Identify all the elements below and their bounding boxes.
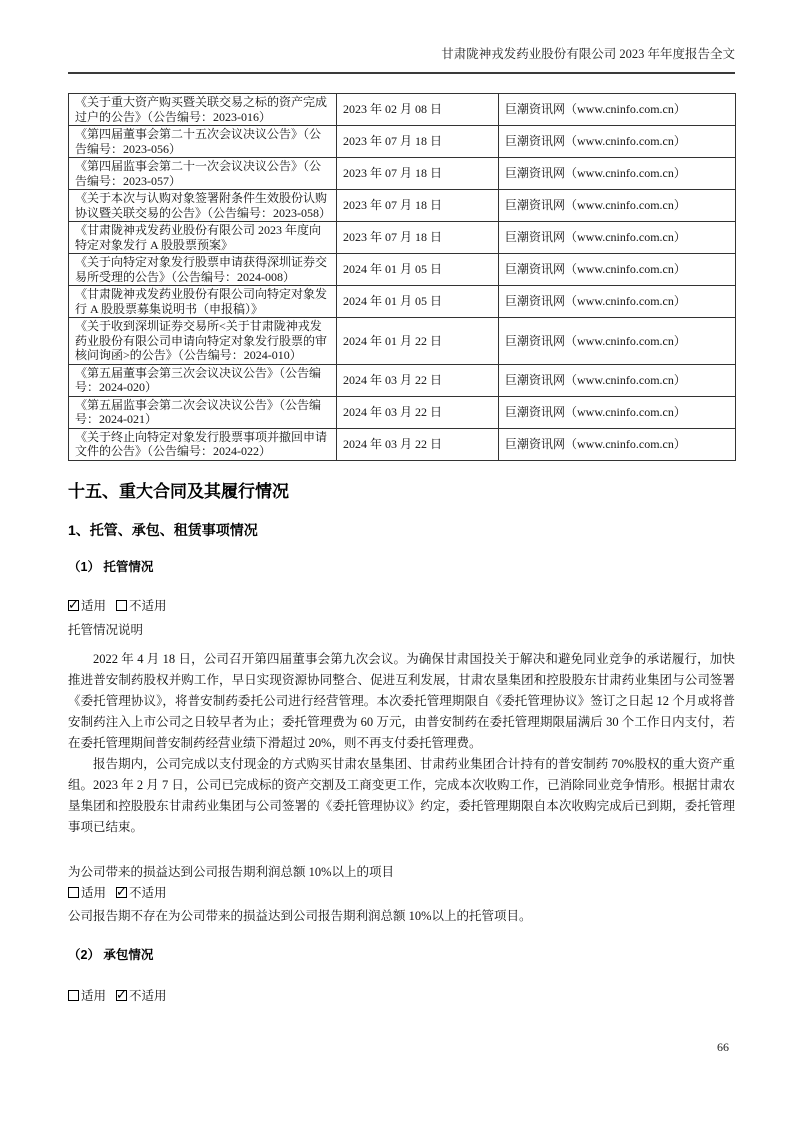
announcement-date: 2023 年 07 月 18 日 (337, 126, 499, 158)
checkbox-checked-icon: ✓ (68, 597, 79, 613)
profit-item-label: 为公司带来的损益达到公司报告期利润总额 10%以上的项目 (68, 864, 395, 879)
applicable-option (68, 599, 106, 613)
announcement-site: 巨潮资讯网（www.cninfo.com.cn） (499, 364, 736, 396)
profit-item-note: 公司报告期不存在为公司带来的损益达到公司报告期利润总额 10%以上的托管项目。 (68, 908, 532, 923)
checkbox-unchecked-icon (116, 600, 127, 611)
announcement-site: 巨潮资讯网（www.cninfo.com.cn） (499, 286, 736, 318)
table-row (69, 94, 736, 126)
announcement-site: 巨潮资讯网（www.cninfo.com.cn） (499, 190, 736, 222)
custody-paragraph-1: 2022 年 4 月 18 日，公司召开第四届董事会第九次会议。为确保甘肃国投关于解决和避免同业竞争的承诺履行，加快推进普安制药股权并购工作，早日实现资源协同整合、促进互利发展，甘肃农垦集团和控股股东甘肃药业集团与公司签署《委托管理协议》，将普安制药委托公司进行经营管理。本次委托管理期限自《委托管理协议》签订之日起 12 个月或将普安制药注入上市公司之日较早者为止；委托管理费为 60 万元，由普安制药在委托管理期限届满后 30 个工作日内支付，若在委托管理期间普安制药经营业绩下滑超过 20%，则不再支付委托管理费。 (68, 651, 735, 750)
custody-applicability-line (68, 598, 735, 615)
announcement-site: 巨潮资讯网（www.cninfo.com.cn） (499, 222, 736, 254)
checkbox-checked-icon: ✓ (116, 987, 127, 1003)
announcement-date: 2024 年 01 月 22 日 (337, 318, 499, 365)
announcement-site: 巨潮资讯网（www.cninfo.com.cn） (499, 318, 736, 365)
table-row (69, 318, 736, 365)
announcement-date: 2024 年 01 月 05 日 (337, 286, 499, 318)
announcement-date: 2024 年 03 月 22 日 (337, 364, 499, 396)
table-row (69, 190, 736, 222)
table-row (69, 126, 736, 158)
not-applicable-option (116, 989, 167, 1003)
announcement-title: 《第五届董事会第三次会议决议公告》（公告编号：2024-020） (69, 364, 337, 396)
custody-note-label: 托管情况说明 (68, 622, 144, 637)
announcement-title: 《关于终止向特定对象发行股票事项并撤回申请文件的公告》（公告编号：2024-022） (69, 428, 337, 460)
not-applicable-label: 不适用 (129, 885, 167, 900)
table-row (69, 428, 736, 460)
announcement-site: 巨潮资讯网（www.cninfo.com.cn） (499, 94, 736, 126)
announcement-title: 《关于向特定对象发行股票申请获得深圳证券交易所受理的公告》（公告编号：2024-008） (69, 254, 337, 286)
announcement-title: 《甘肃陇神戎发药业股份有限公司 2023 年度向特定对象发行 A 股股票预案》 (69, 222, 337, 254)
profit-applicability-line (68, 885, 735, 902)
announcement-title: 《第五届监事会第二次会议决议公告》（公告编号：2024-021） (69, 396, 337, 428)
checkbox-unchecked-icon (68, 887, 79, 898)
announcement-date: 2023 年 07 月 18 日 (337, 158, 499, 190)
applicable-option (68, 886, 106, 900)
announcement-date: 2024 年 03 月 22 日 (337, 396, 499, 428)
page-number: 66 (717, 1040, 729, 1054)
announcement-title: 《第四届监事会第二十一次会议决议公告》（公告编号：2023-057） (69, 158, 337, 190)
table-row (69, 158, 736, 190)
announcement-site: 巨潮资讯网（www.cninfo.com.cn） (499, 158, 736, 190)
announcement-date: 2024 年 01 月 05 日 (337, 254, 499, 286)
applicable-label: 适用 (81, 598, 107, 613)
table-row (69, 222, 736, 254)
subsection-title-custody-contract-lease: 1、托管、承包、租赁事项情况 (68, 521, 258, 538)
applicable-label: 适用 (81, 988, 107, 1003)
announcement-date: 2023 年 07 月 18 日 (337, 222, 499, 254)
announcement-title: 《关于本次与认购对象签署附条件生效股份认购协议暨关联交易的公告》（公告编号：2023-058） (69, 190, 337, 222)
announcement-date: 2023 年 07 月 18 日 (337, 190, 499, 222)
table-row (69, 364, 736, 396)
announcements-table (68, 93, 736, 461)
announcement-title: 《第四届董事会第二十五次会议决议公告》（公告编号：2023-056） (69, 126, 337, 158)
announcement-site: 巨潮资讯网（www.cninfo.com.cn） (499, 254, 736, 286)
not-applicable-label: 不适用 (129, 988, 167, 1003)
checkbox-unchecked-icon (68, 990, 79, 1001)
custody-heading: （1） 托管情况 (68, 559, 154, 574)
doc-header (68, 46, 735, 74)
section-title-major-contracts: 十五、重大合同及其履行情况 (68, 481, 289, 501)
applicable-option (68, 989, 106, 1003)
announcement-title: 《甘肃陇神戎发药业股份有限公司向特定对象发行 A 股股票募集说明书（申报稿）》 (69, 286, 337, 318)
not-applicable-option (116, 599, 167, 613)
announcement-site: 巨潮资讯网（www.cninfo.com.cn） (499, 126, 736, 158)
announcement-title: 《关于收到深圳证券交易所<关于甘肃陇神戎发药业股份有限公司申请向特定对象发行股票的审核问询函>的公告》（公告编号：2024-010） (69, 318, 337, 365)
checkbox-checked-icon: ✓ (116, 884, 127, 900)
table-row (69, 254, 736, 286)
announcement-site: 巨潮资讯网（www.cninfo.com.cn） (499, 396, 736, 428)
table-row (69, 396, 736, 428)
not-applicable-option (116, 886, 167, 900)
table-row (69, 286, 736, 318)
announcement-date: 2023 年 02 月 08 日 (337, 94, 499, 126)
doc-header-title: 甘肃陇神戎发药业股份有限公司 2023 年年度报告全文 (441, 47, 735, 61)
announcement-title: 《关于重大资产购买暨关联交易之标的资产完成过户的公告》（公告编号：2023-016） (69, 94, 337, 126)
contracting-applicability-line (68, 988, 735, 1005)
announcement-site: 巨潮资讯网（www.cninfo.com.cn） (499, 428, 736, 460)
contracting-heading: （2） 承包情况 (68, 947, 154, 962)
not-applicable-label: 不适用 (129, 598, 167, 613)
custody-paragraph-2: 报告期内，公司完成以支付现金的方式购买甘肃农垦集团、甘肃药业集团合计持有的普安制药 70%股权的重大资产重组。2023 年 2 月 7 日，公司已完成标的资产交割及工商变更工作，完成本次收购工作，已消除同业竞争情形。根据甘肃农垦集团和控股股东甘肃药业集团与公司签署的《委托管理协议》约定，委托管理期限自本次收购完成后已到期，委托管理事项已结束。 (68, 756, 735, 834)
announcement-date: 2024 年 03 月 22 日 (337, 428, 499, 460)
applicable-label: 适用 (81, 885, 107, 900)
